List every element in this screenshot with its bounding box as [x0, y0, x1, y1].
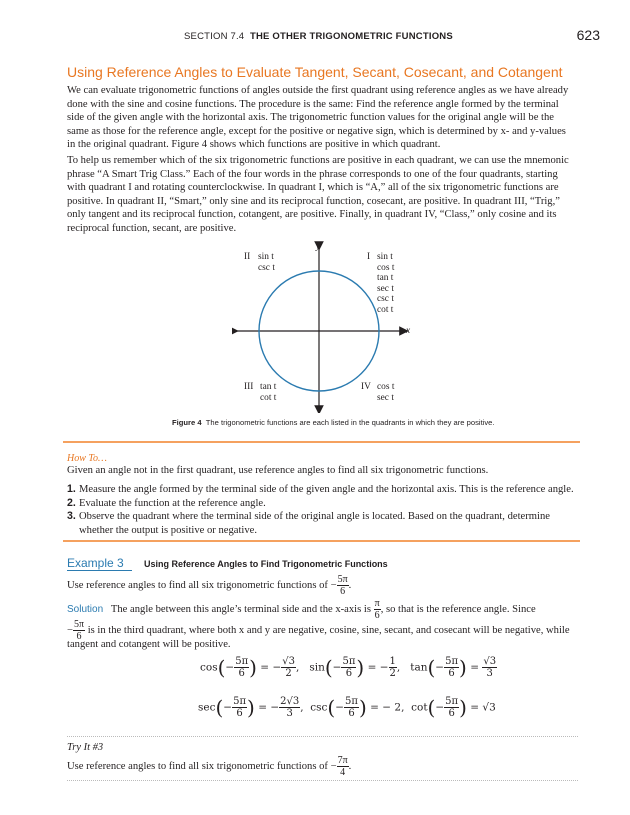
- para2-line: To help us remember which of the six trigonometric functions are positive in each quadrant, we can use the mnemonic: [67, 155, 569, 166]
- quadrant-4-label: IV cos t sec t: [361, 382, 395, 403]
- para2-line: reciprocal function, secant, are positive.: [67, 222, 237, 234]
- fraction: $\frac{7\pi}{4}$: [337, 755, 348, 778]
- example-label: Example 3: [67, 556, 124, 570]
- fraction: $\frac{5\pi}{6}$: [337, 574, 348, 597]
- page-number: 623: [576, 27, 600, 43]
- howto-step: 1. Measure the angle formed by the terminal side of the given angle and the horizontal axis. This is the reference angle.: [67, 483, 574, 495]
- para1-line: We can evaluate trigonometric functions of angles outside the first quadrant using reference angles as we have already: [67, 85, 569, 96]
- quadrant-1-label: I sin t cos t tan t sec t csc t cot t: [367, 252, 395, 315]
- example-prompt: Use reference angles to find all six trigonometric functions of − $\frac{5\pi}{6}$ .: [67, 574, 352, 597]
- example-title: Using Reference Angles to Find Trigonometric Functions: [144, 559, 388, 569]
- equation-row-2: sec(− $\frac{5\pi}{6}$ ) = − $\frac{2√3}{3}$ , csc(− $\frac{5\pi}{6}$ ) = − 2, cot(− $\frac{5\pi}{6}$ ) = √3: [198, 695, 496, 720]
- fraction: $\frac{5\pi}{6}$: [73, 619, 85, 642]
- para1-line: side of the given angle with the horizontal axis. The trigonometric function values for the original angle will be the: [67, 112, 554, 124]
- solution-paragraph-3: tangent and cotangent will be positive.: [67, 639, 231, 650]
- fraction: $\frac{\pi}{6}$: [374, 598, 380, 621]
- para2-line: with quadrant I and rotating counterclockwise. In quadrant I, which is “A,” all of the six trigonometric functions are: [67, 182, 559, 194]
- tryit-top-rule: [67, 736, 578, 737]
- tryit-text: Use reference angles to find all six trigonometric functions of − $\frac{7\pi}{4}$ .: [67, 755, 352, 778]
- section-title: THE OTHER TRIGONOMETRIC FUNCTIONS: [249, 31, 453, 42]
- quadrant-3-label: III tan t cot t: [244, 382, 277, 403]
- example-underline: [67, 570, 132, 571]
- howto-step: 3. Observe the quadrant where the terminal side of the original angle is located. Based on the quadrant, determine whether the output is positive or negative.: [67, 510, 550, 536]
- figure-4: [232, 238, 412, 413]
- para1-line: same as those for the reference angle, except for the positive or negative sign, which is determined by x- and y-values: [67, 125, 566, 137]
- tryit-label: Try It #3: [67, 742, 104, 753]
- howto-step: 2. Evaluate the function at the reference angle.: [67, 496, 266, 509]
- figure-caption: Figure 4 The trigonometric functions are each listed in the quadrants in which they are positive.: [172, 418, 495, 427]
- tryit-bottom-rule: [67, 780, 578, 781]
- para2-line: only tangent and its reciprocal function, cotangent, are positive. Finally, in quadrant IV, “Class,” only cosine and its: [67, 209, 557, 221]
- para2-line: phrase “A Smart Trig Class.” Each of the four words in the phrase corresponds to one of the four quadrants, starting: [67, 168, 558, 180]
- howto-intro: Given an angle not in the first quadrant, use reference angles to find all six trigonometric functions.: [67, 465, 489, 476]
- solution-paragraph-2: − $\frac{5\pi}{6}$ is in the third quadrant, where both x and y are negative, cosine, sine, secant, and cosecant will be negative, while: [67, 619, 570, 642]
- running-header: [184, 31, 453, 42]
- quadrant-2-label: II sin t csc t: [244, 252, 275, 273]
- solution-paragraph: Solution The angle between this angle’s terminal side and the x-axis is $\frac{\pi}{6}$ , so that is the reference angle. Since: [67, 598, 536, 621]
- section-number: SECTION 7.4: [184, 31, 245, 42]
- howto-steps: [67, 483, 579, 537]
- paragraph-1: [67, 84, 577, 152]
- para1-line: in the original quadrant. Figure 4 shows which functions are positive in which quadrant.: [67, 139, 441, 151]
- para1-line: done with the sine and cosine functions. The procedure is the same: Find the reference angle formed by the terminal: [67, 98, 559, 110]
- para2-line: positive. In quadrant II, “Smart,” only sine and its reciprocal function, cosecant, are positive. In quadrant III, “Trig,”: [67, 195, 560, 207]
- x-axis-label: x: [406, 326, 411, 336]
- equation-row-1: cos(− $\frac{5\pi}{6}$ ) = − $\frac{√3}{2}$ , sin(− $\frac{5\pi}{6}$ ) = − $\frac{1}{2}$ , tan(− $\frac{5\pi}{6}$ ) = $\frac{√3}{3}$: [200, 655, 497, 680]
- y-axis-label: y: [316, 242, 321, 252]
- section-heading: Using Reference Angles to Evaluate Tangent, Secant, Cosecant, and Cotangent: [67, 64, 563, 80]
- howto-top-rule: [63, 441, 580, 443]
- howto-label: How To…: [67, 453, 107, 464]
- paragraph-2: [67, 154, 577, 236]
- howto-bottom-rule: [63, 540, 580, 542]
